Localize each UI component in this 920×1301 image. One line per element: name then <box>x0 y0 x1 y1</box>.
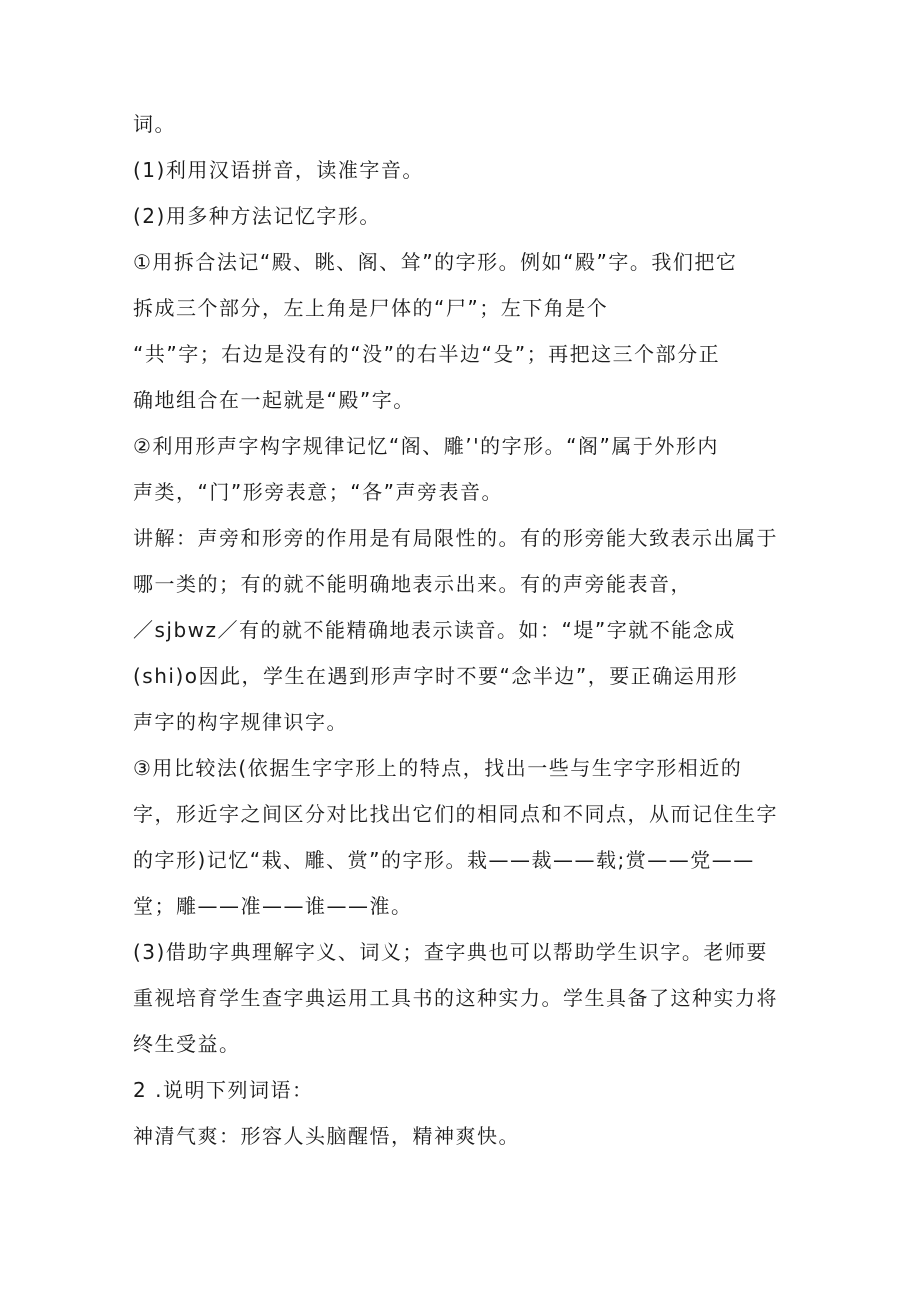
text-line: 声类，“门”形旁表意；“各”声旁表音。 <box>133 480 503 504</box>
text-line: ／sjbwz／有的就不能精确地表示读音。如：“堤”字就不能念成 <box>133 618 736 642</box>
text-line: “共”字；右边是没有的“没”的右半边“殳”；再把这三个部分正 <box>133 342 721 366</box>
text-line: 重视培育学生查字典运用工具书的这种实力。学生具备了这种实力将 <box>133 986 778 1010</box>
text-line: (1)利用汉语拼音，读准字音。 <box>133 158 424 182</box>
text-line: 字，形近字之间区分对比找出它们的相同点和不同点，从而记住生字 <box>133 802 778 826</box>
text-line: 2 .说明下列词语： <box>133 1078 314 1102</box>
text-line: ①用拆合法记“殿、眺、阁、耸”的字形。例如“殿”字。我们把它 <box>133 250 738 274</box>
text-line: 堂；雕——准——谁——淮。 <box>133 894 413 918</box>
text-line: (2)用多种方法记忆字形。 <box>133 204 381 228</box>
text-line: 确地组合在一起就是“殿”字。 <box>133 388 415 412</box>
text-line: 讲解：声旁和形旁的作用是有局限性的。有的形旁能大致表示出属于 <box>133 526 778 550</box>
text-line: (3)借助字典理解字义、词义；查字典也可以帮助学生识字。老师要 <box>133 940 768 964</box>
text-line: 词。 <box>133 112 176 136</box>
text-line: ②利用形声字构字规律记忆“阁、雕’'的字形。“阁”属于外形内 <box>133 434 719 458</box>
text-line: 哪一类的；有的就不能明确地表示出来。有的声旁能表音， <box>133 572 692 596</box>
text-line: ③用比较法(依据生字字形上的特点，找出一些与生字字形相近的 <box>133 756 743 780</box>
text-line: (shi)o因此，学生在遇到形声字时不要“念半边”，要正确运用形 <box>133 664 739 688</box>
text-line: 拆成三个部分，左上角是尸体的“尸”；左下角是个 <box>133 296 609 320</box>
text-line: 的字形)记忆“栽、雕、赏”的字形。栽——裁——载;赏——党—— <box>133 848 755 872</box>
text-line: 终生受益。 <box>133 1032 241 1056</box>
text-line: 声字的构字规律识字。 <box>133 710 348 734</box>
text-line: 神清气爽：形容人头脑醒悟，精神爽快。 <box>133 1124 520 1148</box>
